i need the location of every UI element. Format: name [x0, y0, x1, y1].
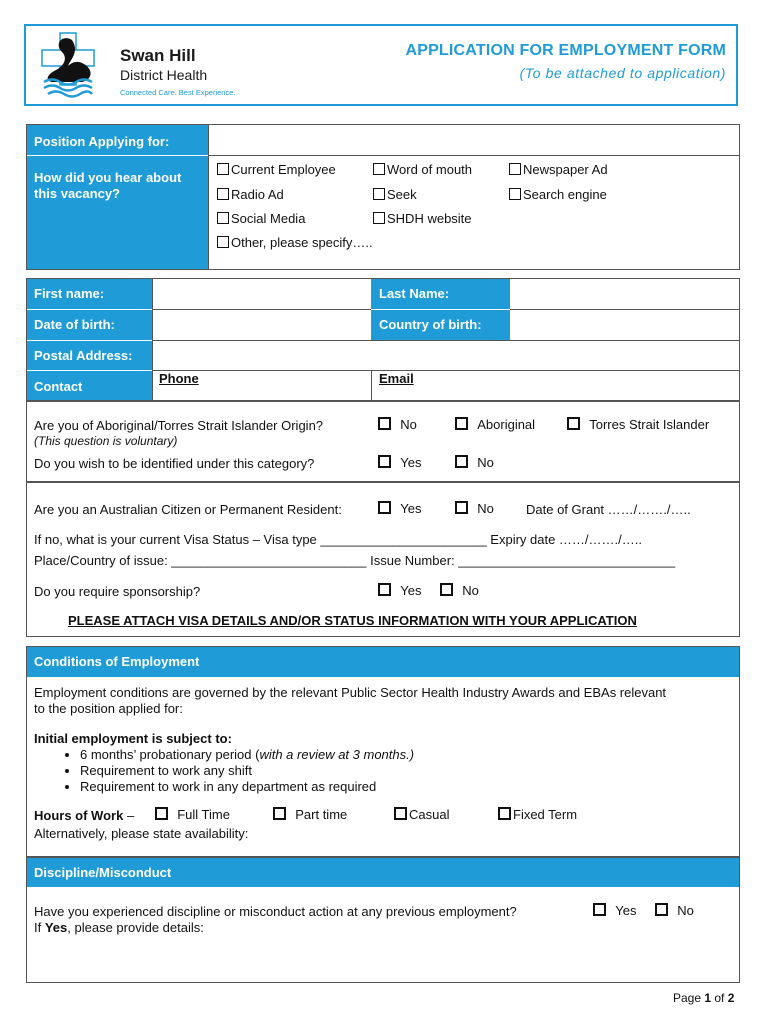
- last-name-input[interactable]: [511, 279, 739, 309]
- position-input[interactable]: [209, 125, 739, 155]
- checkbox-icon[interactable]: [373, 188, 385, 200]
- checkbox-icon[interactable]: [273, 807, 286, 820]
- checkbox-icon[interactable]: [378, 455, 391, 468]
- postal-input[interactable]: [153, 341, 739, 370]
- country-input[interactable]: [511, 310, 739, 340]
- dob-input[interactable]: [153, 310, 371, 340]
- checkbox-icon[interactable]: [498, 807, 511, 820]
- form-title: APPLICATION FOR EMPLOYMENT FORM: [405, 42, 726, 59]
- citizenship-question: Are you an Australian Citizen or Permanent Resident:: [34, 502, 342, 517]
- first-name-input[interactable]: [153, 279, 371, 309]
- list-item: • Requirement to work any shift: [80, 763, 734, 779]
- email-label: Email: [379, 371, 414, 386]
- checkbox-icon[interactable]: [373, 212, 385, 224]
- opt-other[interactable]: Other, please specify…..: [217, 235, 373, 250]
- position-label: Position Applying for:: [34, 134, 170, 149]
- attach-visa-notice: PLEASE ATTACH VISA DETAILS AND/OR STATUS INFORMATION WITH YOUR APPLICATION: [68, 613, 637, 628]
- availability-label: Alternatively, please state availability:: [34, 826, 249, 841]
- checkbox-icon[interactable]: [373, 163, 385, 175]
- checkbox-icon[interactable]: [509, 163, 521, 175]
- date-of-grant[interactable]: Date of Grant ……/……./…..: [526, 502, 691, 517]
- phone-input[interactable]: [153, 386, 371, 400]
- initial-employment-label: Initial employment is subject to:: [34, 731, 232, 746]
- origin-aboriginal-option[interactable]: Aboriginal: [455, 417, 535, 432]
- logo-tagline: Connected Care. Best Experience.: [120, 88, 236, 97]
- identify-no-option[interactable]: No: [455, 455, 494, 470]
- checkbox-icon[interactable]: [593, 903, 606, 916]
- identify-yes-option[interactable]: Yes: [378, 455, 421, 470]
- fixed-term-option[interactable]: Fixed Term: [498, 807, 577, 822]
- checkbox-icon[interactable]: [155, 807, 168, 820]
- sponsor-yes-option[interactable]: Yes: [378, 583, 421, 598]
- checkbox-icon[interactable]: [378, 583, 391, 596]
- place-of-issue-line[interactable]: Place/Country of issue: ___________________________ Issue Number: ______________________________: [34, 553, 676, 568]
- citizen-yes-option[interactable]: Yes: [378, 501, 421, 516]
- hours-of-work-label: Hours of Work –: [34, 808, 135, 823]
- checkbox-icon[interactable]: [217, 188, 229, 200]
- checkbox-icon[interactable]: [455, 501, 468, 514]
- checkbox-icon[interactable]: [509, 188, 521, 200]
- page-number: Page 1 of 2: [673, 991, 735, 1005]
- identify-question: Do you wish to be identified under this category?: [34, 456, 315, 471]
- sponsor-no-option[interactable]: No: [440, 583, 479, 598]
- opt-social-media[interactable]: Social Media: [217, 211, 305, 226]
- conditions-para-line1: Employment conditions are governed by the relevant Public Sector Health Industry Awards and EBAs relevant: [34, 685, 667, 700]
- visa-status-line[interactable]: If no, what is your current Visa Status – Visa type _______________________ Expiry date ……/……./…..: [34, 532, 642, 547]
- checkbox-icon[interactable]: [567, 417, 580, 430]
- form-subtitle: (To be attached to application): [519, 65, 726, 81]
- logo-line2: District Health: [120, 67, 208, 83]
- logo-line1: Swan Hill: [120, 46, 196, 65]
- conditions-heading: Conditions of Employment: [27, 647, 739, 677]
- checkbox-icon[interactable]: [217, 236, 229, 248]
- discipline-yes-option[interactable]: Yes: [593, 903, 636, 918]
- opt-search-engine[interactable]: Search engine: [509, 187, 607, 202]
- checkbox-icon[interactable]: [455, 455, 468, 468]
- checkbox-icon[interactable]: [378, 417, 391, 430]
- list-item: • 6 months’ probationary period (with a review at 3 months.): [80, 747, 734, 763]
- checkbox-icon[interactable]: [394, 807, 407, 820]
- opt-seek[interactable]: Seek: [373, 187, 417, 202]
- postal-label: Postal Address:: [34, 348, 133, 363]
- checkbox-icon[interactable]: [217, 212, 229, 224]
- opt-newspaper-ad[interactable]: Newspaper Ad: [509, 162, 608, 177]
- opt-word-of-mouth[interactable]: Word of mouth: [373, 162, 472, 177]
- citizen-no-option[interactable]: No: [455, 501, 494, 516]
- contact-label: Contact: [34, 379, 83, 394]
- checkbox-icon[interactable]: [455, 417, 468, 430]
- discipline-no-option[interactable]: No: [655, 903, 694, 918]
- opt-current-employee[interactable]: Current Employee: [217, 162, 336, 177]
- discipline-heading: Discipline/Misconduct: [27, 858, 739, 887]
- origin-question: Are you of Aboriginal/Torres Strait Islander Origin?: [34, 418, 324, 433]
- opt-shdh-website[interactable]: SHDH website: [373, 211, 472, 226]
- dob-label: Date of birth:: [34, 317, 115, 332]
- swan-hill-logo: [34, 30, 254, 100]
- checkbox-icon[interactable]: [655, 903, 668, 916]
- country-label: Country of birth:: [379, 317, 482, 332]
- origin-note: (This question is voluntary): [34, 434, 178, 448]
- list-item: • Requirement to work in any department as required: [80, 779, 734, 795]
- conditions-list: [34, 747, 734, 795]
- origin-no-option[interactable]: No: [378, 417, 417, 432]
- part-time-option[interactable]: Part time: [273, 807, 347, 822]
- origin-tsi-option[interactable]: Torres Strait Islander: [567, 417, 709, 432]
- conditions-para-line2: to the position applied for:: [34, 701, 183, 716]
- email-input[interactable]: [372, 386, 739, 400]
- casual-option[interactable]: Casual: [394, 807, 449, 822]
- checkbox-icon[interactable]: [440, 583, 453, 596]
- checkbox-icon[interactable]: [217, 163, 229, 175]
- first-name-label: First name:: [34, 286, 105, 301]
- sponsorship-question: Do you require sponsorship?: [34, 584, 201, 599]
- phone-label: Phone: [159, 371, 199, 386]
- discipline-details-label: If Yes, please provide details:: [34, 920, 204, 935]
- checkbox-icon[interactable]: [378, 501, 391, 514]
- opt-radio-ad[interactable]: Radio Ad: [217, 187, 284, 202]
- discipline-details-input[interactable]: [27, 937, 739, 982]
- discipline-question: Have you experienced discipline or misconduct action at any previous employment?: [34, 904, 517, 919]
- last-name-label: Last Name:: [379, 286, 450, 301]
- vacancy-label: How did you hear about this vacancy?: [34, 170, 182, 201]
- full-time-option[interactable]: Full Time: [155, 807, 230, 822]
